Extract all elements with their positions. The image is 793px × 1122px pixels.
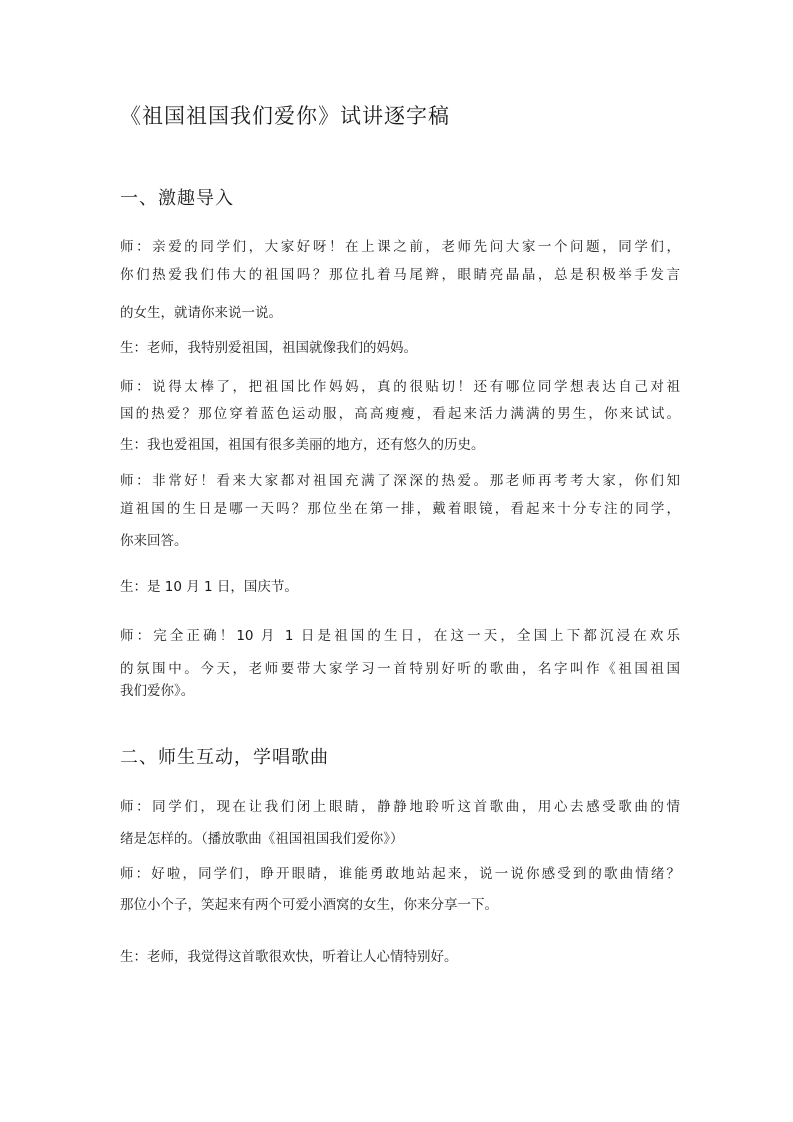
paragraph-line: 的女生，就请你来说一说。 xyxy=(120,305,282,321)
paragraph-line: 我们爱你》。 xyxy=(120,683,195,699)
paragraph-teacher-2 xyxy=(120,374,680,428)
paragraph-line: 生：是 10 月 1 日，国庆节。 xyxy=(120,579,298,595)
paragraph-student-1 xyxy=(120,334,680,362)
paragraph-line: 生：我也爱祖国，祖国有很多美丽的地方，还有悠久的历史。 xyxy=(120,437,485,453)
paragraph-line: 师：说得太棒了，把祖国比作妈妈，真的很贴切！还有哪位同学想表达自己对祖 xyxy=(120,379,680,395)
paragraph-line: 生：老师，我觉得这首歌很欢快，听着让人心情特别好。 xyxy=(120,949,458,965)
paragraph-line: 国的热爱？那位穿着蓝色运动服，高高瘦瘦，看起来活力满满的男生，你来试试。 xyxy=(120,406,680,422)
paragraph-student-3 xyxy=(120,573,680,601)
document-title: 《祖国祖国我们爱你》试讲逐字稿 xyxy=(120,104,450,128)
paragraph-teacher-6 xyxy=(120,859,680,921)
paragraph-line: 师：完全正确！10 月 1 日是祖国的生日，在这一天，全国上下都沉浸在欢乐 xyxy=(120,628,680,644)
paragraph-student-4 xyxy=(120,943,680,971)
paragraph-line: 道祖国的生日是哪一天吗？那位坐在第一排，戴着眼镜，看起来十分专注的同学， xyxy=(120,501,680,517)
paragraph-line: 绪是怎样的。（播放歌曲《祖国祖国我们爱你》） xyxy=(120,831,404,847)
paragraph-teacher-5 xyxy=(120,793,680,853)
paragraph-line: 你来回答。 xyxy=(120,533,188,549)
paragraph-line: 你们热爱我们伟大的祖国吗？那位扎着马尾辫，眼睛亮晶晶，总是积极举手发言 xyxy=(120,267,680,283)
section-heading-interaction: 二、师生互动，学唱歌曲 xyxy=(120,747,329,768)
paragraph-teacher-4 xyxy=(120,622,680,705)
paragraph-line: 的氛围中。今天，老师要带大家学习一首特别好听的歌曲，名字叫作《祖国祖国 xyxy=(120,661,680,677)
section-heading-intro: 一、激趣导入 xyxy=(120,188,234,209)
paragraph-line: 生：老师，我特别爱祖国，祖国就像我们的妈妈。 xyxy=(120,340,417,356)
paragraph-line: 师：同学们，现在让我们闭上眼睛，静静地聆听这首歌曲，用心去感受歌曲的情 xyxy=(120,799,680,815)
paragraph-teacher-3 xyxy=(120,467,680,555)
paragraph-line: 师：好啦，同学们，睁开眼睛，谁能勇敢地站起来，说一说你感受到的歌曲情绪？ xyxy=(120,866,680,882)
paragraph-student-2 xyxy=(120,431,680,459)
paragraph-line: 师：亲爱的同学们，大家好呀！在上课之前，老师先问大家一个问题，同学们， xyxy=(120,239,680,255)
paragraph-teacher-1 xyxy=(120,233,680,327)
paragraph-line: 那位小个子，笑起来有两个可爱小酒窝的女生，你来分享一下。 xyxy=(120,897,498,913)
paragraph-line: 师：非常好！看来大家都对祖国充满了深深的热爱。那老师再考考大家，你们知 xyxy=(120,473,680,489)
